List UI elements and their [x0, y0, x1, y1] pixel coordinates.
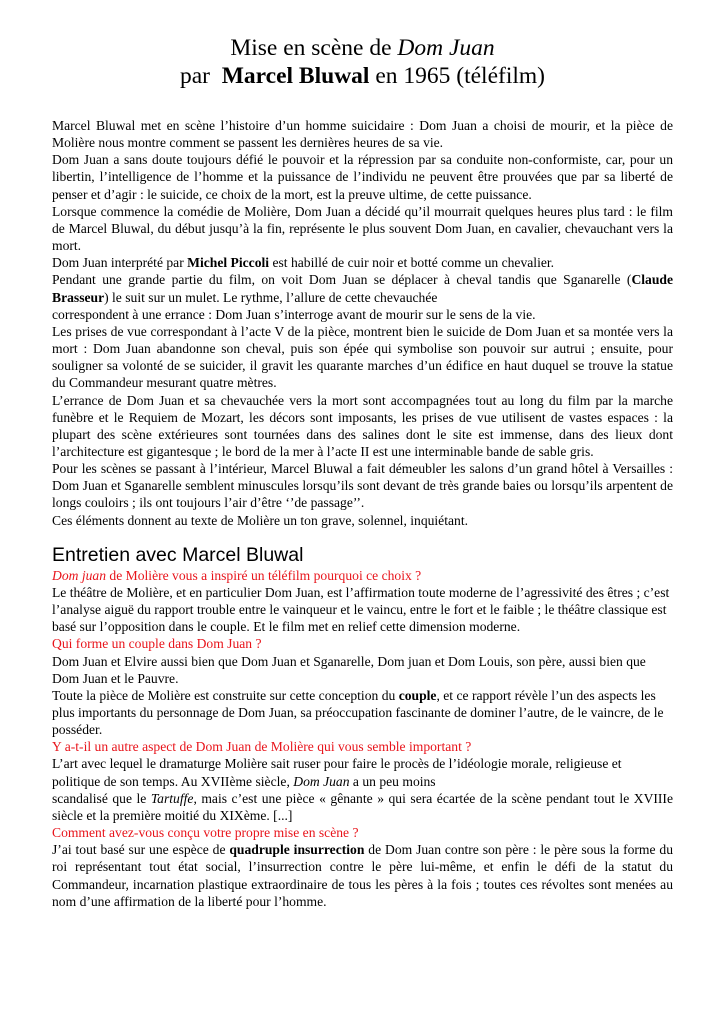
interview-question: Dom juan de Molière vous a inspiré un téléfilm pourquoi ce choix ? — [52, 567, 422, 583]
actor-name: Michel Piccoli — [187, 255, 270, 271]
intro-paragraph: Dom Juan interprété par Michel Piccoli est habillé de cuir noir et botté comme un chevalier. — [52, 255, 555, 271]
intro-paragraph: L’errance de Dom Juan et sa chevauchée vers la mort sont accompagnées tout au long du film par la marche funèbre et le Requiem de Mozart, les décors sont imposants, les prises de vue utilisent de vastes espaces : la plupart des scène extérieures sont tournées dans des salines dont le site est immense, dans des lieux dont l’architecture est gigantesque ; le bord de la mer à l’acte II est une interminable bande de sable gris. — [52, 392, 673, 459]
interview-question: Y a-t-il un autre aspect de Dom Juan de Molière qui vous semble important ? — [52, 739, 472, 755]
document-title — [0, 34, 725, 90]
actor-name: Claude Brasseur — [52, 272, 673, 305]
intro-paragraph: correspondent à une errance : Dom Juan s’interroge avant de mourir sur le sens de la vie. — [52, 306, 536, 322]
interview-answer: Toute la pièce de Molière est construite sur cette conception du couple, et ce rapport révèle l’un des aspects les plus importants du personnage de Dom Juan, sa préoccupation fascinante de dominer l’autre, de le vaincre, de le posséder. — [52, 687, 664, 738]
interview-answer: L’art avec lequel le dramaturge Molière sait ruser pour faire le procès de l’idéologie morale, religieuse et politique de son temps. Au XVIIème siècle, Dom Juan a un peu moins — [52, 756, 622, 789]
intro-paragraph: Pendant une grande partie du film, on voit Dom Juan se déplacer à cheval tandis que Sganarelle (Claude Brasseur) le suit sur un mulet. Le rythme, l’allure de cette chevauchée — [52, 272, 673, 305]
intro-paragraph: Les prises de vue correspondant à l’acte V de la pièce, montrent bien le suicide de Dom Juan et sa montée vers la mort : Dom Juan abandonne son cheval, puis son épée qui symbolise son pouvoir sur autrui ; ensuite, pour souligner sa volonté de se suicider, il gravit les quarante marches d’un édifice en haut duquel se trouve la statue du Commandeur mesurant quatre mètres. — [52, 323, 673, 391]
interview-question: Comment avez-vous conçu votre propre mise en scène ? — [52, 825, 359, 841]
intro-paragraph: Pour les scènes se passant à l’intérieur, Marcel Bluwal a fait démeubler les salons d’un grand hôtel à Versailles : Dom Juan et Sganarelle semblent minuscules lorsqu’ils sont devant de très grande baies ou lorsqu’ils arpentent de longs couloirs ; ils ont toujours l’air d’être ‘’de passage’’. — [52, 461, 673, 511]
interview-heading: Entretien avec Marcel Bluwal — [52, 543, 304, 566]
title-work-name: Dom Juan — [397, 35, 495, 61]
title-line-2: par Marcel Bluwal en 1965 (téléfilm) — [179, 63, 546, 89]
title-director-name: Marcel Bluwal — [221, 63, 370, 89]
title-line-1: Mise en scène de Dom Juan — [230, 35, 495, 61]
interview-answer: J’ai tout basé sur une espèce de quadruple insurrection de Dom Juan contre son père : le père sous la forme du roi représentant tout état social, l’insurrection contre le père lui-même, et enfin le défi de la statut du Commandeur, incarnation plastique extraordinaire de tous les pères à la fois ; toutes ces révoltes sont menées au nom d’une affirmation de la liberté pour l’homme. — [52, 842, 673, 909]
document-body — [52, 117, 673, 910]
interview-question: Qui forme un couple dans Dom Juan ? — [52, 636, 262, 652]
intro-paragraph: Lorsque commence la comédie de Molière, Dom Juan a décidé qu’il mourrait quelques heures plus tard : le film de Marcel Bluwal, du début jusqu’à la fin, représente le plus souvent Dom Juan, en cavalier, chevauchant vers la mort. — [52, 203, 673, 254]
interview-answer: Le théâtre de Molière, et en particulier Dom Juan, est l’affirmation toute moderne de l’agressivité des êtres ; c’est l’analyse aiguë du rapport trouble entre le vainqueur et le vaincu, entre le fort et le faible ; le théâtre classique est basé sur l’opposition dans le couple. Et le film met en relief cette dimension moderne. — [52, 584, 670, 635]
intro-paragraph: Dom Juan a sans doute toujours défié le pouvoir et la répression par sa conduite non-conformiste, car, pour un libertin, l’intelligence de l’homme et la puissance de l’individu ne peuvent être prouvées que par sa liberté de penser et d’agir : le suicide, ce choix de la mort, est la preuve ultime, de cette puissance. — [52, 152, 673, 202]
interview-answer: Dom Juan et Elvire aussi bien que Dom Juan et Sganarelle, Dom juan et Dom Louis, son père, aussi bien que Dom Juan et le Pauvre. — [52, 653, 646, 686]
intro-paragraph: Ces éléments donnent au texte de Molière un ton grave, solennel, inquiétant. — [52, 512, 469, 528]
interview-answer: scandalisé que le Tartuffe, mais c’est une pièce « gênante » qui sera écartée de la scène pendant tout le XVIIIe siècle et la première moitié du XIXème. [...] — [52, 790, 673, 823]
intro-paragraph: Marcel Bluwal met en scène l’histoire d’un homme suicidaire : Dom Juan a choisi de mourir, et la pièce de Molière nous montre comment se passent les dernières heures de sa vie. — [52, 118, 673, 151]
